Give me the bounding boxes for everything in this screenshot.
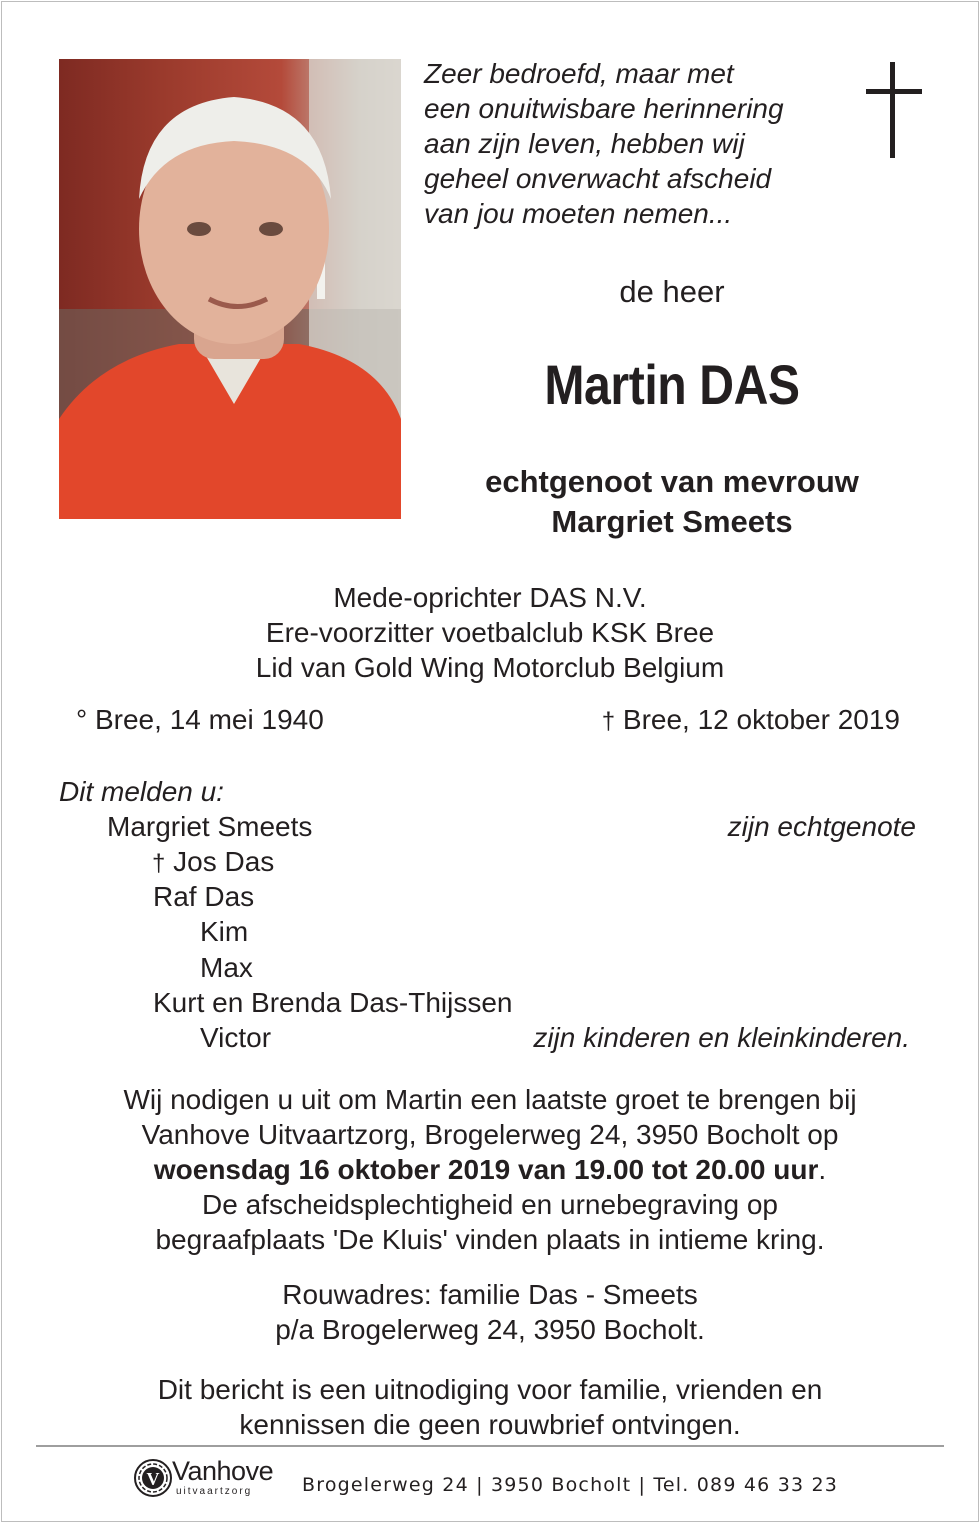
logo-emblem-icon [132, 1456, 176, 1500]
invitation-line: De afscheidsplechtigheid en urnebegraving op [202, 1189, 778, 1220]
logo-letter: V [146, 1469, 160, 1489]
death-date [602, 704, 900, 736]
death-symbol: † [601, 708, 616, 735]
birth-date [76, 704, 324, 736]
relative-name: Jos Das [173, 846, 275, 877]
birth-text: Bree, 14 mei 1940 [94, 704, 324, 735]
death-text: Bree, 12 oktober 2019 [622, 704, 900, 735]
relative-item [153, 881, 254, 913]
relative-name: Kim [200, 916, 249, 947]
invitation-period: . [818, 1154, 827, 1185]
intro-line: een onuitwisbare herinnering [424, 93, 784, 124]
relative-name: Raf Das [153, 881, 255, 912]
visitation-time: woensdag 16 oktober 2019 van 19.00 tot 20.00 uur [153, 1154, 819, 1185]
logo-name: Vanhove [172, 1456, 274, 1486]
deceased-symbol: † [152, 850, 166, 877]
footer-contact: Brogelerweg 24 | 3950 Bocholt | Tel. 089 46 33 23 [302, 1474, 839, 1496]
intro-line: van jou moeten nemen... [424, 198, 733, 229]
deceased-name: Martin DAS [544, 353, 800, 416]
intro-text [424, 56, 844, 231]
mourning-address [40, 1277, 940, 1347]
invitation-line: Vanhove Uitvaartzorg, Brogelerweg 24, 3950 Bocholt op [141, 1119, 839, 1150]
relative-item [153, 987, 513, 1019]
intro-line: geheel onverwacht afscheid [424, 163, 772, 194]
notice-line: kennissen die geen rouwbrief ontvingen. [239, 1409, 741, 1440]
invitation-text [40, 1082, 940, 1257]
announce-label: Dit melden u: [59, 776, 224, 807]
intro-line: aan zijn leven, hebben wij [424, 128, 745, 159]
spouse-line-1: echtgenoot van mevrouw [485, 464, 859, 499]
cross-icon [866, 62, 922, 158]
vanhove-logo [132, 1456, 292, 1502]
roles-list [60, 580, 920, 685]
role-item: Ere-voorzitter voetbalclub KSK Bree [265, 617, 715, 648]
logo-subtitle: uitvaartzorg [176, 1486, 253, 1497]
invitation-line: Wij nodigen u uit om Martin een laatste groet te brengen bij [123, 1084, 857, 1115]
birth-symbol: ° [76, 704, 88, 735]
notice-line: Dit bericht is een uitnodiging voor familie, vrienden en [157, 1374, 823, 1405]
relative-item [200, 916, 248, 948]
relative-name: Kurt en Brenda Das-Thijssen [153, 987, 513, 1018]
relative-name: Max [200, 952, 253, 983]
relative-item [200, 1022, 271, 1054]
portrait-photo [59, 59, 401, 519]
spouse-block [420, 462, 924, 542]
relative-item [200, 952, 253, 984]
spouse-name: Margriet Smeets [551, 504, 793, 539]
relative-item [152, 846, 274, 878]
relative-name: Margriet Smeets [107, 811, 313, 842]
role-item: Mede-oprichter DAS N.V. [333, 582, 647, 613]
relation-label-spouse: zijn echtgenote [727, 811, 916, 842]
address-line: Rouwadres: familie Das - Smeets [282, 1279, 698, 1310]
footer-divider [36, 1445, 944, 1447]
intro-line: Zeer bedroefd, maar met [424, 58, 734, 89]
address-line: p/a Brogelerweg 24, 3950 Bocholt. [275, 1314, 705, 1345]
role-item: Lid van Gold Wing Motorclub Belgium [255, 652, 725, 683]
relation-label-children: zijn kinderen en kleinkinderen. [533, 1022, 910, 1053]
notice-text [40, 1372, 940, 1442]
relative-item [107, 811, 312, 843]
relative-name: Victor [200, 1022, 272, 1053]
invitation-line: begraafplaats 'De Kluis' vinden plaats in intieme kring. [155, 1224, 825, 1255]
title-prefix: de heer [619, 274, 725, 309]
